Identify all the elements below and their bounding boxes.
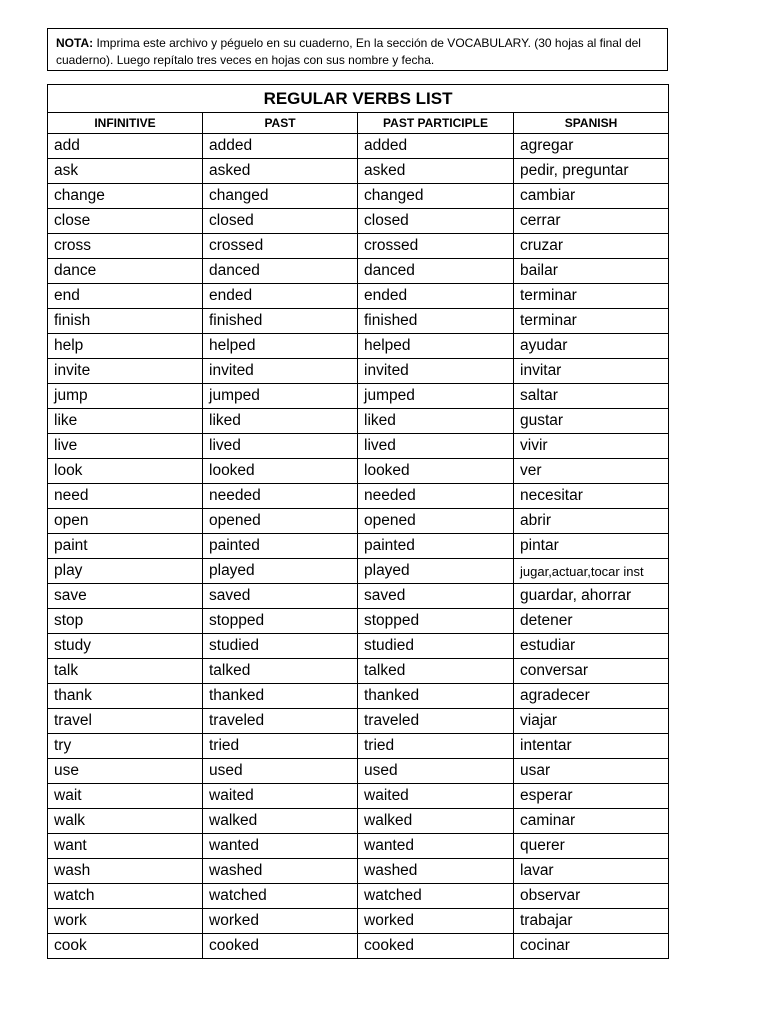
- past-cell: asked: [203, 159, 358, 184]
- spanish-cell: bailar: [514, 259, 669, 284]
- infinitive-cell: play: [48, 559, 203, 584]
- spanish-cell: cerrar: [514, 209, 669, 234]
- infinitive-cell: stop: [48, 609, 203, 634]
- table-row: [48, 309, 669, 334]
- spanish-cell: intentar: [514, 734, 669, 759]
- spanish-cell: terminar: [514, 309, 669, 334]
- infinitive-cell: study: [48, 634, 203, 659]
- past-cell: finished: [203, 309, 358, 334]
- table-title-row: [48, 85, 669, 113]
- past-participle-cell: watched: [358, 884, 514, 909]
- header-infinitive: INFINITIVE: [48, 113, 203, 134]
- past-cell: looked: [203, 459, 358, 484]
- past-cell: traveled: [203, 709, 358, 734]
- table-row: [48, 259, 669, 284]
- header-past: PAST: [203, 113, 358, 134]
- past-participle-cell: looked: [358, 459, 514, 484]
- table-row: [48, 859, 669, 884]
- infinitive-cell: live: [48, 434, 203, 459]
- past-cell: jumped: [203, 384, 358, 409]
- past-cell: watched: [203, 884, 358, 909]
- past-participle-cell: added: [358, 134, 514, 159]
- infinitive-cell: wait: [48, 784, 203, 809]
- infinitive-cell: paint: [48, 534, 203, 559]
- header-past-participle: PAST PARTICIPLE: [358, 113, 514, 134]
- past-participle-cell: asked: [358, 159, 514, 184]
- spanish-cell: agradecer: [514, 684, 669, 709]
- past-cell: lived: [203, 434, 358, 459]
- table-row: [48, 134, 669, 159]
- spanish-cell: necesitar: [514, 484, 669, 509]
- infinitive-cell: travel: [48, 709, 203, 734]
- past-participle-cell: finished: [358, 309, 514, 334]
- infinitive-cell: jump: [48, 384, 203, 409]
- table-row: [48, 209, 669, 234]
- past-cell: liked: [203, 409, 358, 434]
- spanish-cell: observar: [514, 884, 669, 909]
- spanish-cell: detener: [514, 609, 669, 634]
- past-participle-cell: lived: [358, 434, 514, 459]
- past-participle-cell: cooked: [358, 934, 514, 959]
- past-participle-cell: opened: [358, 509, 514, 534]
- spanish-cell: guardar, ahorrar: [514, 584, 669, 609]
- infinitive-cell: add: [48, 134, 203, 159]
- spanish-cell: invitar: [514, 359, 669, 384]
- spanish-cell: jugar,actuar,tocar inst: [514, 559, 669, 584]
- infinitive-cell: want: [48, 834, 203, 859]
- spanish-cell: cocinar: [514, 934, 669, 959]
- infinitive-cell: watch: [48, 884, 203, 909]
- past-participle-cell: danced: [358, 259, 514, 284]
- table-row: [48, 684, 669, 709]
- infinitive-cell: look: [48, 459, 203, 484]
- infinitive-cell: ask: [48, 159, 203, 184]
- spanish-cell: ver: [514, 459, 669, 484]
- table-row: [48, 359, 669, 384]
- spanish-cell: trabajar: [514, 909, 669, 934]
- table-row: [48, 759, 669, 784]
- spanish-cell: gustar: [514, 409, 669, 434]
- past-participle-cell: tried: [358, 734, 514, 759]
- table-row: [48, 284, 669, 309]
- past-cell: invited: [203, 359, 358, 384]
- table-row: [48, 384, 669, 409]
- verb-rows: [48, 134, 669, 959]
- table-row: [48, 809, 669, 834]
- infinitive-cell: invite: [48, 359, 203, 384]
- spanish-cell: esperar: [514, 784, 669, 809]
- table-row: [48, 334, 669, 359]
- past-cell: crossed: [203, 234, 358, 259]
- past-participle-cell: invited: [358, 359, 514, 384]
- table-row: [48, 834, 669, 859]
- spanish-cell: agregar: [514, 134, 669, 159]
- instruction-note: [47, 28, 668, 71]
- past-cell: helped: [203, 334, 358, 359]
- spanish-cell: estudiar: [514, 634, 669, 659]
- table-row: [48, 509, 669, 534]
- past-participle-cell: played: [358, 559, 514, 584]
- past-participle-cell: crossed: [358, 234, 514, 259]
- past-cell: ended: [203, 284, 358, 309]
- table-row: [48, 884, 669, 909]
- past-cell: waited: [203, 784, 358, 809]
- past-participle-cell: ended: [358, 284, 514, 309]
- regular-verbs-table: [47, 84, 669, 959]
- infinitive-cell: walk: [48, 809, 203, 834]
- past-cell: closed: [203, 209, 358, 234]
- past-participle-cell: walked: [358, 809, 514, 834]
- past-cell: worked: [203, 909, 358, 934]
- infinitive-cell: save: [48, 584, 203, 609]
- past-participle-cell: waited: [358, 784, 514, 809]
- infinitive-cell: close: [48, 209, 203, 234]
- infinitive-cell: cross: [48, 234, 203, 259]
- spanish-cell: cambiar: [514, 184, 669, 209]
- spanish-cell: caminar: [514, 809, 669, 834]
- past-cell: played: [203, 559, 358, 584]
- infinitive-cell: finish: [48, 309, 203, 334]
- infinitive-cell: dance: [48, 259, 203, 284]
- past-cell: studied: [203, 634, 358, 659]
- infinitive-cell: wash: [48, 859, 203, 884]
- past-participle-cell: needed: [358, 484, 514, 509]
- table-row: [48, 909, 669, 934]
- table-row: [48, 459, 669, 484]
- past-participle-cell: washed: [358, 859, 514, 884]
- table-row: [48, 609, 669, 634]
- spanish-cell: ayudar: [514, 334, 669, 359]
- past-participle-cell: closed: [358, 209, 514, 234]
- table-row: [48, 559, 669, 584]
- spanish-cell: lavar: [514, 859, 669, 884]
- past-participle-cell: worked: [358, 909, 514, 934]
- table-row: [48, 159, 669, 184]
- infinitive-cell: use: [48, 759, 203, 784]
- infinitive-cell: change: [48, 184, 203, 209]
- past-participle-cell: liked: [358, 409, 514, 434]
- infinitive-cell: end: [48, 284, 203, 309]
- past-participle-cell: talked: [358, 659, 514, 684]
- table-row: [48, 734, 669, 759]
- spanish-cell: querer: [514, 834, 669, 859]
- past-participle-cell: stopped: [358, 609, 514, 634]
- infinitive-cell: open: [48, 509, 203, 534]
- table-row: [48, 409, 669, 434]
- table-row: [48, 784, 669, 809]
- infinitive-cell: try: [48, 734, 203, 759]
- past-cell: tried: [203, 734, 358, 759]
- past-cell: needed: [203, 484, 358, 509]
- past-cell: opened: [203, 509, 358, 534]
- table-row: [48, 934, 669, 959]
- spanish-cell: usar: [514, 759, 669, 784]
- spanish-cell: viajar: [514, 709, 669, 734]
- past-participle-cell: saved: [358, 584, 514, 609]
- past-participle-cell: jumped: [358, 384, 514, 409]
- spanish-cell: terminar: [514, 284, 669, 309]
- past-cell: changed: [203, 184, 358, 209]
- spanish-cell: pedir, preguntar: [514, 159, 669, 184]
- past-cell: talked: [203, 659, 358, 684]
- infinitive-cell: need: [48, 484, 203, 509]
- past-cell: added: [203, 134, 358, 159]
- table-row: [48, 659, 669, 684]
- past-participle-cell: used: [358, 759, 514, 784]
- table-row: [48, 184, 669, 209]
- table-row: [48, 434, 669, 459]
- past-participle-cell: helped: [358, 334, 514, 359]
- column-header-row: [48, 113, 669, 134]
- spanish-cell: pintar: [514, 534, 669, 559]
- past-cell: washed: [203, 859, 358, 884]
- spanish-cell: conversar: [514, 659, 669, 684]
- infinitive-cell: like: [48, 409, 203, 434]
- past-cell: walked: [203, 809, 358, 834]
- table-row: [48, 534, 669, 559]
- past-cell: stopped: [203, 609, 358, 634]
- past-cell: used: [203, 759, 358, 784]
- note-label: NOTA:: [56, 36, 94, 50]
- table-row: [48, 484, 669, 509]
- past-participle-cell: wanted: [358, 834, 514, 859]
- spanish-cell: abrir: [514, 509, 669, 534]
- infinitive-cell: work: [48, 909, 203, 934]
- table-title: REGULAR VERBS LIST: [48, 85, 669, 113]
- past-participle-cell: studied: [358, 634, 514, 659]
- past-cell: danced: [203, 259, 358, 284]
- past-cell: thanked: [203, 684, 358, 709]
- past-participle-cell: thanked: [358, 684, 514, 709]
- spanish-cell: cruzar: [514, 234, 669, 259]
- infinitive-cell: talk: [48, 659, 203, 684]
- past-cell: wanted: [203, 834, 358, 859]
- past-cell: saved: [203, 584, 358, 609]
- past-cell: painted: [203, 534, 358, 559]
- infinitive-cell: thank: [48, 684, 203, 709]
- table-row: [48, 709, 669, 734]
- table-row: [48, 234, 669, 259]
- past-participle-cell: painted: [358, 534, 514, 559]
- note-text: Imprima este archivo y péguelo en su cuaderno, En la sección de VOCABULARY. (30 hojas al final del cuaderno). Luego repítalo tres veces en hojas con sus nombre y fecha.: [56, 36, 641, 67]
- spanish-cell: saltar: [514, 384, 669, 409]
- table-row: [48, 634, 669, 659]
- table-row: [48, 584, 669, 609]
- past-cell: cooked: [203, 934, 358, 959]
- past-participle-cell: changed: [358, 184, 514, 209]
- past-participle-cell: traveled: [358, 709, 514, 734]
- infinitive-cell: cook: [48, 934, 203, 959]
- infinitive-cell: help: [48, 334, 203, 359]
- header-spanish: SPANISH: [514, 113, 669, 134]
- spanish-cell: vivir: [514, 434, 669, 459]
